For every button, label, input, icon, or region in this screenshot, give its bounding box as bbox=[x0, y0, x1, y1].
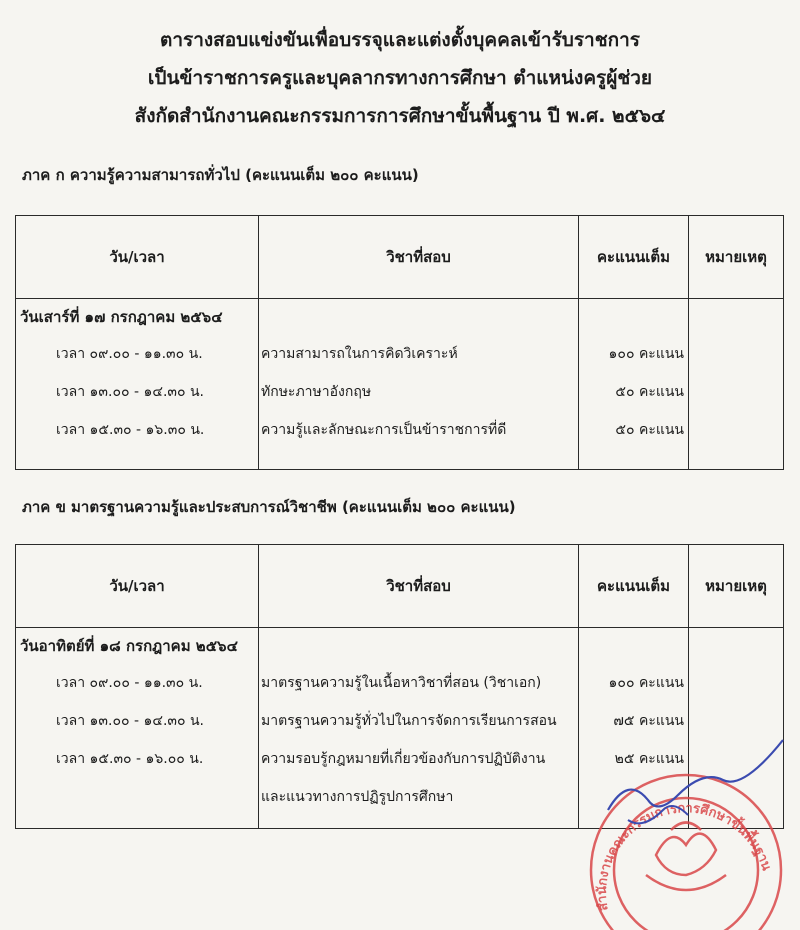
part-b-subject-3-continuation: และแนวทางการปฏิรูปการศึกษา bbox=[261, 789, 454, 805]
part-a-score-1: ๑๐๐ คะแนน bbox=[608, 346, 684, 362]
part-b-score-3: ๒๕ คะแนน bbox=[614, 751, 684, 767]
part-a-scores-cell bbox=[579, 299, 689, 470]
part-a-subjects-cell bbox=[259, 299, 579, 470]
part-a-time-1: เวลา ๐๙.๐๐ - ๑๑.๓๐ น. bbox=[56, 346, 203, 362]
part-b-dates-cell bbox=[16, 628, 259, 829]
header-remark: หมายเหตุ bbox=[689, 545, 784, 628]
part-b-time-3: เวลา ๑๕.๓๐ - ๑๖.๐๐ น. bbox=[56, 751, 204, 767]
part-b-score-1: ๑๐๐ คะแนน bbox=[608, 675, 684, 691]
part-a-schedule-table bbox=[15, 215, 784, 470]
part-a-header-row bbox=[16, 216, 784, 299]
part-b-date: วันอาทิตย์ที่ ๑๘ กรกฎาคม ๒๕๖๔ bbox=[20, 637, 238, 655]
part-a-subject-1: ความสามารถในการคิดวิเคราะห์ bbox=[261, 346, 458, 362]
part-a-time-3: เวลา ๑๕.๓๐ - ๑๖.๓๐ น. bbox=[56, 422, 205, 438]
part-b-time-2: เวลา ๑๓.๐๐ - ๑๔.๓๐ น. bbox=[56, 713, 205, 729]
part-a-subject-2: ทักษะภาษาอังกฤษ bbox=[261, 384, 372, 400]
header-date-time: วัน/เวลา bbox=[16, 545, 259, 628]
part-a-score-3: ๕๐ คะแนน bbox=[615, 422, 684, 438]
doc-title-line-1: ตารางสอบแข่งขันเพื่อบรรจุและแต่งตั้งบุคคลเข้ารับราชการ bbox=[159, 29, 640, 51]
part-b-subject-3: ความรอบรู้กฎหมายที่เกี่ยวข้องกับการปฏิบัติงาน bbox=[261, 751, 546, 767]
part-b-score-2: ๗๕ คะแนน bbox=[613, 713, 684, 729]
header-subject: วิชาที่สอบ bbox=[259, 545, 579, 628]
header-remark: หมายเหตุ bbox=[689, 216, 784, 299]
header-date-time: วัน/เวลา bbox=[16, 216, 259, 299]
seal-text: สำนักงานคณะกรรมการการศึกษาขั้นพื้นฐาน bbox=[594, 801, 774, 912]
part-b-header-row bbox=[16, 545, 784, 628]
header-full-score: คะแนนเต็ม bbox=[579, 545, 689, 628]
part-b-subject-2: มาตรฐานความรู้ทั่วไปในการจัดการเรียนการสอน bbox=[261, 713, 557, 729]
part-a-subject-3: ความรู้และลักษณะการเป็นข้าราชการที่ดี bbox=[261, 422, 507, 438]
header-subject: วิชาที่สอบ bbox=[259, 216, 579, 299]
part-a-time-2: เวลา ๑๓.๐๐ - ๑๔.๓๐ น. bbox=[56, 384, 205, 400]
doc-title-line-3: สังกัดสำนักงานคณะกรรมการการศึกษาขั้นพื้นฐาน ปี พ.ศ. ๒๕๖๔ bbox=[134, 105, 666, 127]
part-a-body-row bbox=[16, 299, 784, 470]
part-b-subjects-cell bbox=[259, 628, 579, 829]
part-b-time-1: เวลา ๐๙.๐๐ - ๑๑.๓๐ น. bbox=[56, 675, 203, 691]
part-a-date: วันเสาร์ที่ ๑๗ กรกฎาคม ๒๕๖๔ bbox=[20, 308, 223, 326]
header-full-score: คะแนนเต็ม bbox=[579, 216, 689, 299]
doc-title-line-2: เป็นข้าราชการครูและบุคลากรทางการศึกษา ตำแหน่งครูผู้ช่วย bbox=[147, 67, 653, 89]
part-a-heading: ภาค ก ความรู้ความสามารถทั่วไป (คะแนนเต็ม ๒๐๐ คะแนน) bbox=[22, 166, 419, 184]
part-a-remark-cell bbox=[689, 299, 784, 470]
part-b-subject-1: มาตรฐานความรู้ในเนื้อหาวิชาที่สอน (วิชาเอก) bbox=[261, 675, 542, 691]
part-a-dates-cell bbox=[16, 299, 259, 470]
signature bbox=[548, 735, 788, 835]
part-a-score-2: ๕๐ คะแนน bbox=[615, 384, 684, 400]
part-b-heading: ภาค ข มาตรฐานความรู้และประสบการณ์วิชาชีพ (คะแนนเต็ม ๒๐๐ คะแนน) bbox=[22, 498, 516, 516]
